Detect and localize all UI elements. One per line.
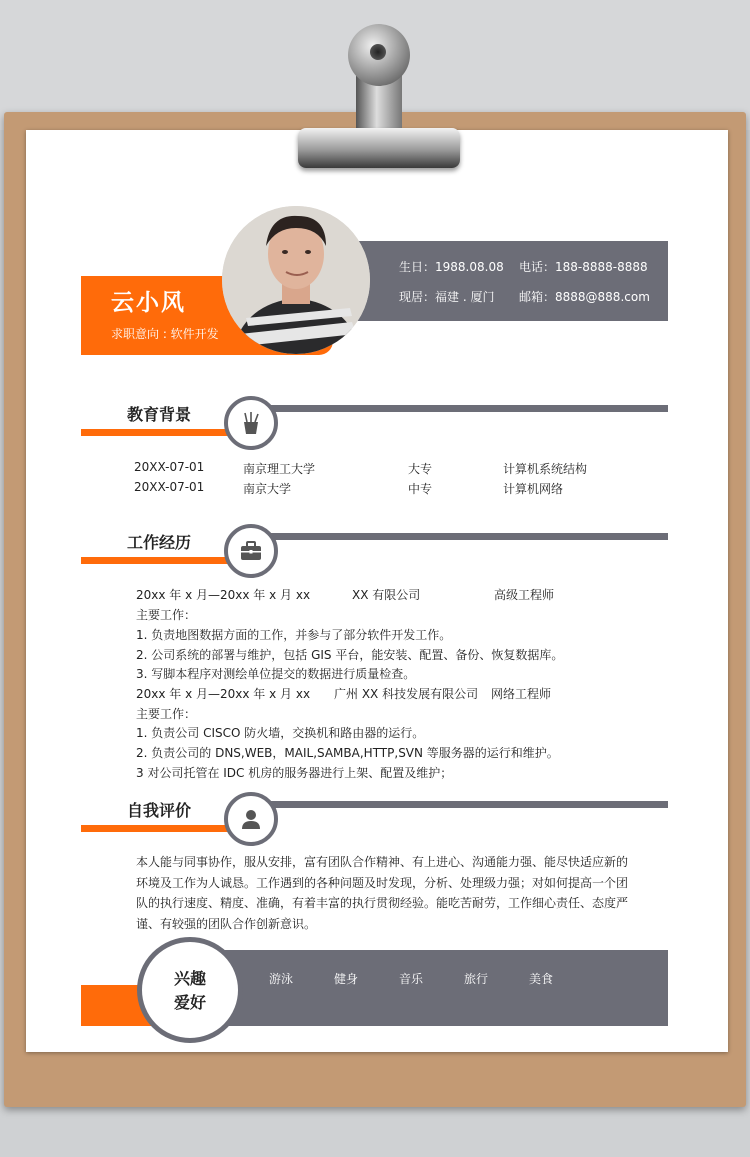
edu-row-1-school: 南京理工大学 [243,462,316,476]
education-header-accent [81,429,231,436]
job-2-period: 20xx 年 x 月—20xx 年 x 月 xx [136,687,311,701]
candidate-name: 云小风 [111,290,186,316]
hobby-item: 健身 [334,972,359,986]
job-2-company: 广州 XX 科技发展有限公司 [334,687,479,701]
job-2-position: 网络工程师 [491,687,552,701]
hobbies-badge [137,937,243,1043]
edu-row-2-major: 计算机网络 [503,482,564,496]
hobbies-bar [190,950,668,1026]
hobbies-title-line2: 爱好 [173,993,206,1012]
self-eval-header-bar [270,801,668,808]
job-1-duties-label: 主要工作： [136,608,197,622]
hobbies-title-line1: 兴趣 [173,969,206,988]
profile-photo [222,206,370,354]
job-1-period: 20xx 年 x 月—20xx 年 x 月 xx [136,588,311,602]
self-eval-header-accent [81,825,231,832]
contact-panel [330,241,668,321]
hobby-item: 旅行 [464,972,489,986]
person-icon [224,792,278,846]
birthday: 生日：1988.08.08 [399,260,504,274]
edu-row-2-school: 南京大学 [243,482,292,496]
edu-row-2-date: 20XX-07-01 [134,480,205,494]
edu-row-1-degree: 大专 [408,462,433,476]
self-eval-title: 自我评价 [127,801,192,820]
work-header-bar [270,533,668,540]
job-1-position: 高级工程师 [494,588,555,602]
briefcase-icon [224,524,278,578]
hobby-item: 美食 [529,972,554,986]
clip-ring [348,24,410,86]
job-2-duties-label: 主要工作： [136,707,197,721]
job-1-duty-1: 1. 负责地图数据方面的工作，并参与了部分软件开发工作。 [136,628,452,642]
hobby-item: 游泳 [269,972,294,986]
job-1-duty-2: 2. 公司系统的部署与维护，包括 GIS 平台，能安装、配置、备份、恢复数据库。 [136,648,564,662]
edu-row-1-date: 20XX-07-01 [134,460,205,474]
hobby-item: 音乐 [399,972,424,986]
self-eval-text: 本人能与同事协作，服从安排，富有团队合作精神、有上进心、沟通能力强、能尽快适应新的环境及工作为人诚恳。工作遇到的各种问题及时发现，分析、处理级力强；对如何提高一个团队的执行速度、精度、准确，有着丰富的执行贯彻经验。能吃苦耐劳，工作细心责任、态度严谨、有较强的团队合作创新意识。 [136,855,629,931]
clip-plate [298,128,460,168]
phone: 电话：188-8888-8888 [519,260,648,274]
education-title: 教育背景 [127,405,192,424]
email: 邮箱：8888@888.com [519,290,650,304]
pen-holder-icon [224,396,278,450]
job-2-duty-3: 3 对公司托管在 IDC 机房的服务器进行上架、配置及维护； [136,766,453,780]
job-2-duty-1: 1. 负责公司 CISCO 防火墙，交换机和路由器的运行。 [136,726,425,740]
edu-row-2-degree: 中专 [408,482,433,496]
education-header-bar [270,405,668,412]
work-title: 工作经历 [127,533,192,552]
job-1-duty-3: 3. 写脚本程序对测绘单位提交的数据进行质量检查。 [136,667,416,681]
location: 现居：福建 . 厦门 [399,290,495,304]
work-header-accent [81,557,231,564]
job-2-duty-2: 2. 负责公司的 DNS,WEB，MAIL,SAMBA,HTTP,SVN 等服务器的运行和维护。 [136,746,559,760]
edu-row-1-major: 计算机系统结构 [503,462,588,476]
job-1-company: XX 有限公司 [352,588,421,602]
job-intent: 求职意向 : 软件开发 [111,327,219,341]
